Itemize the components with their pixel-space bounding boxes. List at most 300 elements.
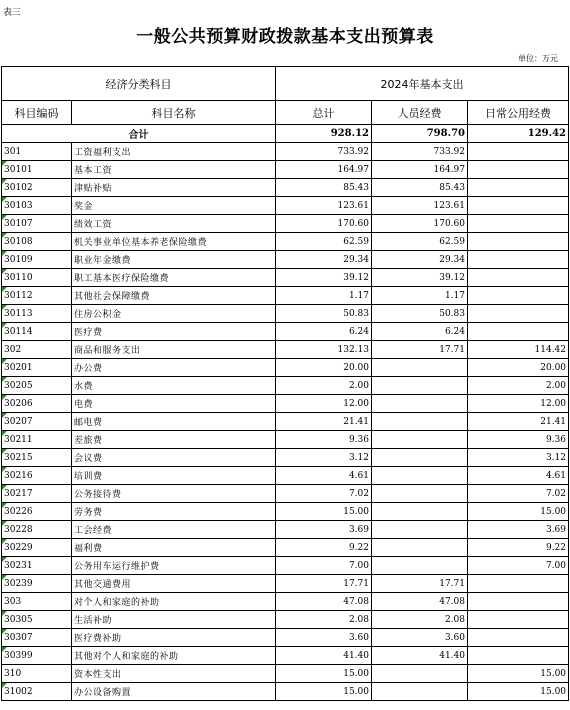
row-code-text: 30108 <box>4 236 33 247</box>
row-name-text: 生活补助 <box>74 616 113 626</box>
row-total-text: 21.41 <box>343 416 369 427</box>
row-total <box>276 269 372 287</box>
table-row <box>2 161 569 179</box>
row-daily <box>468 575 569 593</box>
row-total <box>276 557 372 575</box>
row-code <box>2 521 72 539</box>
row-name-text: 机关事业单位基本养老保险缴费 <box>74 238 208 248</box>
row-daily <box>468 485 569 503</box>
row-code-text: 30217 <box>4 488 33 499</box>
table-row <box>2 251 569 269</box>
table-row <box>2 647 569 665</box>
row-total-text: 41.40 <box>343 650 369 661</box>
row-total-text: 85.43 <box>343 182 369 193</box>
row-total-text: 4.61 <box>348 470 369 481</box>
row-personnel <box>372 557 468 575</box>
cell-marker-icon <box>2 269 7 274</box>
cell-marker-icon <box>2 179 7 184</box>
row-name <box>72 179 276 197</box>
row-total-text: 9.22 <box>348 542 369 553</box>
table-row <box>2 611 569 629</box>
row-name <box>72 665 276 683</box>
row-personnel-text: 3.60 <box>444 632 465 643</box>
row-name-text: 奖金 <box>74 202 94 212</box>
row-personnel <box>372 503 468 521</box>
row-name <box>72 143 276 161</box>
table-row <box>2 269 569 287</box>
row-total-text: 50.83 <box>343 308 369 319</box>
row-code <box>2 161 72 179</box>
row-total <box>276 467 372 485</box>
row-name <box>72 575 276 593</box>
row-code <box>2 449 72 467</box>
row-total <box>276 503 372 521</box>
row-personnel <box>372 143 468 161</box>
cell-marker-icon <box>2 215 7 220</box>
row-personnel-text: 733.92 <box>433 146 465 157</box>
table-row <box>2 143 569 161</box>
header-code: 科目编码 <box>2 101 72 125</box>
row-name-text: 医疗费补助 <box>74 634 122 644</box>
row-name <box>72 485 276 503</box>
row-total <box>276 251 372 269</box>
row-code <box>2 629 72 647</box>
row-daily <box>468 269 569 287</box>
table-row <box>2 539 569 557</box>
row-code-text: 30228 <box>4 524 33 535</box>
row-name-text: 医疗费 <box>74 328 103 338</box>
row-code-text: 30305 <box>4 614 33 625</box>
row-total <box>276 161 372 179</box>
row-name-text: 邮电费 <box>74 418 103 428</box>
table-row <box>2 413 569 431</box>
row-code <box>2 431 72 449</box>
row-code-text: 30114 <box>4 326 33 337</box>
row-code <box>2 341 72 359</box>
cell-marker-icon <box>2 467 7 472</box>
row-personnel-text: 39.12 <box>439 272 465 283</box>
row-name-text: 办公费 <box>74 364 103 374</box>
row-name-text: 职业年金缴费 <box>74 256 132 266</box>
row-total <box>276 647 372 665</box>
row-total-text: 7.00 <box>348 560 369 571</box>
row-daily-text: 15.00 <box>540 506 567 517</box>
row-name <box>72 413 276 431</box>
row-total-text: 1.17 <box>348 290 369 301</box>
row-daily <box>468 287 569 305</box>
row-code-text: 30206 <box>4 398 33 409</box>
row-total-text: 47.08 <box>343 596 369 607</box>
row-total-text: 3.12 <box>348 452 369 463</box>
row-name <box>72 377 276 395</box>
row-daily <box>468 341 569 359</box>
table-row <box>2 341 569 359</box>
row-personnel <box>372 269 468 287</box>
row-code <box>2 611 72 629</box>
row-code <box>2 395 72 413</box>
row-code <box>2 557 72 575</box>
table-row <box>2 323 569 341</box>
row-daily <box>468 377 569 395</box>
total-personnel: 798.70 <box>372 125 468 143</box>
row-personnel-text: 41.40 <box>439 650 465 661</box>
row-code <box>2 593 72 611</box>
cell-marker-icon <box>2 359 7 364</box>
row-daily <box>468 305 569 323</box>
budget-table <box>1 66 569 701</box>
row-code-text: 30207 <box>4 416 33 427</box>
row-total <box>276 413 372 431</box>
table-row <box>2 287 569 305</box>
row-personnel <box>372 179 468 197</box>
row-total-text: 3.60 <box>348 632 369 643</box>
row-name-text: 对个人和家庭的补助 <box>74 598 160 608</box>
row-total <box>276 431 372 449</box>
row-total <box>276 377 372 395</box>
row-name <box>72 323 276 341</box>
row-total-text: 15.00 <box>343 506 369 517</box>
row-total <box>276 233 372 251</box>
total-row <box>2 125 569 143</box>
row-total <box>276 575 372 593</box>
row-code-text: 30229 <box>4 542 33 553</box>
row-personnel-text: 50.83 <box>439 308 465 319</box>
header-row-1 <box>2 67 569 101</box>
row-name-text: 津贴补贴 <box>74 184 113 194</box>
row-code <box>2 323 72 341</box>
cell-marker-icon <box>2 521 7 526</box>
row-code-text: 30110 <box>4 272 33 283</box>
row-daily <box>468 521 569 539</box>
cell-marker-icon <box>2 575 7 580</box>
row-name <box>72 233 276 251</box>
row-personnel-text: 123.61 <box>433 200 465 211</box>
row-daily <box>468 449 569 467</box>
row-name <box>72 305 276 323</box>
row-code <box>2 503 72 521</box>
row-personnel <box>372 647 468 665</box>
row-daily <box>468 233 569 251</box>
row-daily-text: 3.69 <box>545 524 567 535</box>
table-row <box>2 485 569 503</box>
table-row <box>2 197 569 215</box>
row-personnel <box>372 485 468 503</box>
row-name-text: 工资福利支出 <box>74 148 132 158</box>
row-code <box>2 377 72 395</box>
row-total-text: 15.00 <box>343 686 369 697</box>
row-name-text: 资本性支出 <box>74 670 122 680</box>
row-daily-text: 9.22 <box>545 542 567 553</box>
row-total-text: 2.00 <box>348 380 369 391</box>
row-name <box>72 557 276 575</box>
row-code-text: 30216 <box>4 470 33 481</box>
row-personnel <box>372 377 468 395</box>
table-row <box>2 575 569 593</box>
row-daily <box>468 395 569 413</box>
row-daily-text: 114.42 <box>534 344 567 355</box>
row-name-text: 电费 <box>74 400 94 410</box>
row-name <box>72 251 276 269</box>
row-name <box>72 269 276 287</box>
cell-marker-icon <box>2 395 7 400</box>
table-row <box>2 395 569 413</box>
row-daily <box>468 683 569 701</box>
row-total <box>276 341 372 359</box>
cell-marker-icon <box>2 251 7 256</box>
row-name <box>72 287 276 305</box>
row-name-text: 会议费 <box>74 454 103 464</box>
row-daily-text: 21.41 <box>540 416 567 427</box>
row-name-text: 基本工资 <box>74 166 113 176</box>
row-total <box>276 143 372 161</box>
row-personnel-text: 29.34 <box>439 254 465 265</box>
row-personnel <box>372 629 468 647</box>
row-personnel <box>372 305 468 323</box>
row-personnel <box>372 359 468 377</box>
row-total <box>276 179 372 197</box>
row-total-text: 29.34 <box>343 254 369 265</box>
row-personnel <box>372 665 468 683</box>
cell-marker-icon <box>2 611 7 616</box>
row-personnel <box>372 233 468 251</box>
row-daily <box>468 503 569 521</box>
table-row <box>2 557 569 575</box>
row-code-text: 30226 <box>4 506 33 517</box>
row-daily-text: 9.36 <box>545 434 567 445</box>
row-total <box>276 359 372 377</box>
cell-marker-icon <box>2 287 7 292</box>
row-total <box>276 485 372 503</box>
row-name <box>72 539 276 557</box>
row-daily <box>468 359 569 377</box>
row-code <box>2 197 72 215</box>
row-personnel-text: 2.08 <box>444 614 465 625</box>
row-personnel <box>372 161 468 179</box>
row-name-text: 住房公积金 <box>74 310 122 320</box>
row-code <box>2 575 72 593</box>
total-daily: 129.42 <box>468 125 569 143</box>
table-row <box>2 521 569 539</box>
row-personnel <box>372 197 468 215</box>
row-personnel-text: 6.24 <box>444 326 465 337</box>
row-code <box>2 413 72 431</box>
header-economic-category: 经济分类科目 <box>2 67 276 101</box>
row-code-text: 30103 <box>4 200 33 211</box>
cell-marker-icon <box>2 431 7 436</box>
row-name-text: 水费 <box>74 382 94 392</box>
cell-marker-icon <box>2 323 7 328</box>
cell-marker-icon <box>2 377 7 382</box>
cell-marker-icon <box>2 197 7 202</box>
table-row <box>2 665 569 683</box>
row-code <box>2 287 72 305</box>
cell-marker-icon <box>2 683 7 688</box>
row-total-text: 733.92 <box>337 146 369 157</box>
row-personnel-text: 1.17 <box>444 290 465 301</box>
row-code-text: 31002 <box>4 686 33 697</box>
row-total-text: 7.02 <box>348 488 369 499</box>
page-title: 一般公共预算财政拨款基本支出预算表 <box>136 27 434 47</box>
row-name <box>72 629 276 647</box>
row-name <box>72 503 276 521</box>
row-code <box>2 485 72 503</box>
row-total <box>276 521 372 539</box>
header-daily: 日常公用经费 <box>468 101 569 125</box>
header-total: 总计 <box>276 101 372 125</box>
row-code <box>2 305 72 323</box>
row-personnel <box>372 521 468 539</box>
row-total <box>276 683 372 701</box>
cell-marker-icon <box>2 413 7 418</box>
row-code <box>2 233 72 251</box>
row-personnel <box>372 215 468 233</box>
row-name <box>72 467 276 485</box>
row-name <box>72 161 276 179</box>
row-total-text: 9.36 <box>348 434 369 445</box>
row-daily <box>468 161 569 179</box>
cell-marker-icon <box>2 557 7 562</box>
table-row <box>2 179 569 197</box>
row-name-text: 工会经费 <box>74 526 113 536</box>
row-personnel <box>372 611 468 629</box>
row-code <box>2 251 72 269</box>
row-code <box>2 683 72 701</box>
row-daily-text: 15.00 <box>540 686 567 697</box>
table-row <box>2 431 569 449</box>
row-total <box>276 593 372 611</box>
row-total-text: 17.71 <box>343 578 369 589</box>
unit-label: 单位：万元 <box>518 54 558 63</box>
row-code-text: 30231 <box>4 560 33 571</box>
row-code-text: 310 <box>4 668 22 679</box>
row-total-text: 3.69 <box>348 524 369 535</box>
cell-marker-icon <box>2 161 7 166</box>
cell-marker-icon <box>2 539 7 544</box>
row-name-text: 商品和服务支出 <box>74 346 141 356</box>
row-name <box>72 197 276 215</box>
table-row <box>2 359 569 377</box>
row-total-text: 132.13 <box>337 344 369 355</box>
row-total-text: 123.61 <box>337 200 369 211</box>
row-code-text: 30112 <box>4 290 33 301</box>
row-code-text: 302 <box>4 344 22 355</box>
row-name-text: 其他交通费用 <box>74 580 132 590</box>
row-daily <box>468 665 569 683</box>
row-personnel <box>372 593 468 611</box>
row-daily <box>468 593 569 611</box>
row-code-text: 301 <box>4 146 22 157</box>
row-personnel <box>372 323 468 341</box>
total-amount: 928.12 <box>276 125 372 143</box>
row-total-text: 12.00 <box>343 398 369 409</box>
row-name-text: 公务用车运行维护费 <box>74 562 160 572</box>
row-daily <box>468 467 569 485</box>
row-code-text: 30201 <box>4 362 33 373</box>
row-daily-text: 15.00 <box>540 668 567 679</box>
row-name <box>72 341 276 359</box>
row-daily <box>468 143 569 161</box>
row-total-text: 2.08 <box>348 614 369 625</box>
row-daily <box>468 251 569 269</box>
row-name-text: 绩效工资 <box>74 220 113 230</box>
header-personnel: 人员经费 <box>372 101 468 125</box>
table-row <box>2 467 569 485</box>
row-code-text: 30211 <box>4 434 33 445</box>
row-total-text: 62.59 <box>343 236 369 247</box>
row-name-text: 其他社会保障缴费 <box>74 292 151 302</box>
row-name <box>72 431 276 449</box>
row-name-text: 培训费 <box>74 472 103 482</box>
cell-marker-icon <box>2 629 7 634</box>
row-daily <box>468 539 569 557</box>
row-total-text: 164.97 <box>337 164 369 175</box>
row-daily-text: 3.12 <box>545 452 567 463</box>
row-daily-text: 12.00 <box>540 398 567 409</box>
row-code <box>2 539 72 557</box>
row-code-text: 30239 <box>4 578 33 589</box>
cell-marker-icon <box>2 485 7 490</box>
row-personnel <box>372 467 468 485</box>
row-code-text: 30205 <box>4 380 33 391</box>
row-name-text: 办公设备购置 <box>74 688 132 698</box>
row-total-text: 15.00 <box>343 668 369 679</box>
table-row <box>2 629 569 647</box>
cell-marker-icon <box>2 305 7 310</box>
cell-marker-icon <box>2 503 7 508</box>
row-name-text: 公务接待费 <box>74 490 122 500</box>
row-total <box>276 215 372 233</box>
row-total-text: 20.00 <box>343 362 369 373</box>
row-code <box>2 467 72 485</box>
row-name-text: 其他对个人和家庭的补助 <box>74 652 179 662</box>
row-personnel <box>372 395 468 413</box>
table-row <box>2 215 569 233</box>
row-code-text: 303 <box>4 596 22 607</box>
row-code <box>2 269 72 287</box>
row-name-text: 职工基本医疗保险缴费 <box>74 274 170 284</box>
row-name-text: 劳务费 <box>74 508 103 518</box>
table-row <box>2 593 569 611</box>
row-total <box>276 449 372 467</box>
cell-marker-icon <box>2 647 7 652</box>
row-personnel <box>372 287 468 305</box>
row-daily <box>468 323 569 341</box>
row-name-text: 差旅费 <box>74 436 103 446</box>
row-daily <box>468 557 569 575</box>
row-total <box>276 539 372 557</box>
row-total <box>276 323 372 341</box>
row-total <box>276 611 372 629</box>
row-name <box>72 611 276 629</box>
row-personnel <box>372 341 468 359</box>
row-personnel <box>372 413 468 431</box>
table-row <box>2 503 569 521</box>
row-name <box>72 215 276 233</box>
row-daily-text: 7.00 <box>545 560 567 571</box>
row-code-text: 30101 <box>4 164 33 175</box>
row-personnel-text: 164.97 <box>433 164 465 175</box>
row-code-text: 30109 <box>4 254 33 265</box>
row-personnel-text: 17.71 <box>439 344 465 355</box>
row-personnel <box>372 449 468 467</box>
header-row-2 <box>2 101 569 125</box>
row-total <box>276 629 372 647</box>
row-daily <box>468 647 569 665</box>
row-personnel-text: 85.43 <box>439 182 465 193</box>
row-personnel <box>372 431 468 449</box>
row-code <box>2 179 72 197</box>
row-daily <box>468 629 569 647</box>
